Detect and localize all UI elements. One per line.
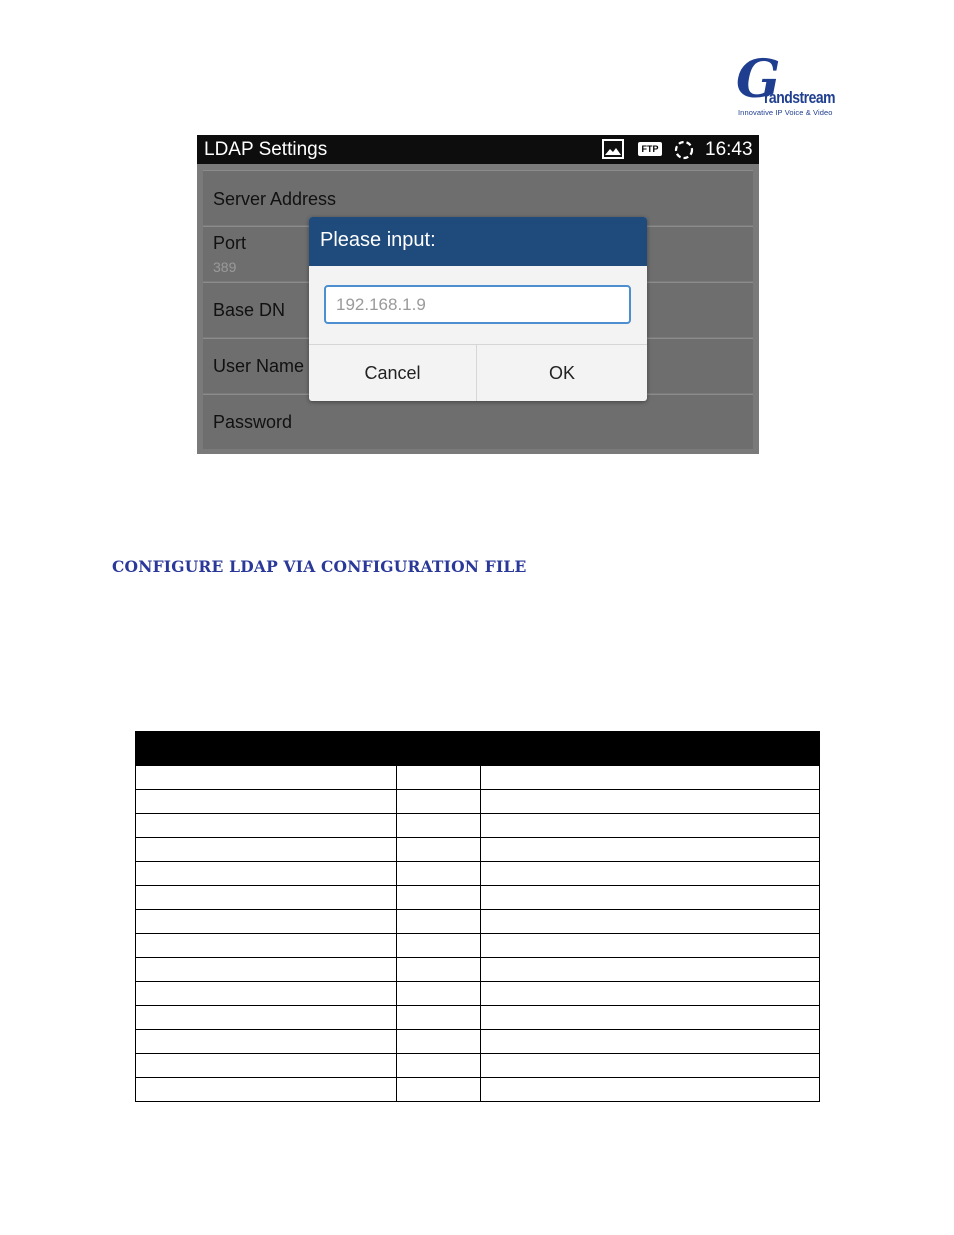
settings-item-value: 389: [213, 259, 237, 275]
section-heading: CONFIGURE LDAP VIA CONFIGURATION FILE: [112, 557, 527, 576]
table-cell: [136, 814, 397, 838]
table-cell: [136, 910, 397, 934]
table-cell: [397, 934, 481, 958]
ftp-icon: FTP: [638, 142, 662, 156]
table-cell: [481, 886, 820, 910]
table-cell: [481, 958, 820, 982]
config-table: [135, 731, 820, 1102]
table-cell: [481, 1006, 820, 1030]
table-cell: [481, 1078, 820, 1102]
table-header-row: [136, 732, 820, 766]
cancel-button[interactable]: Cancel: [309, 345, 477, 401]
table-row: [136, 766, 820, 790]
table-row: [136, 910, 820, 934]
table-cell: [397, 886, 481, 910]
input-dialog: [309, 217, 647, 401]
table-cell: [136, 790, 397, 814]
table-row: [136, 1006, 820, 1030]
table-cell: [397, 814, 481, 838]
table-cell: [397, 1030, 481, 1054]
dialog-header: [309, 217, 647, 266]
table-cell: [397, 766, 481, 790]
settings-item-label: Server Address: [213, 189, 337, 209]
settings-item-label: User Name: [213, 356, 305, 376]
table-cell: [397, 910, 481, 934]
table-cell: [136, 1030, 397, 1054]
clock: 16:43: [705, 139, 753, 160]
settings-item-password[interactable]: [203, 394, 753, 449]
dialog-input[interactable]: [324, 285, 631, 324]
table-cell: [136, 886, 397, 910]
table-header-cell: [136, 732, 397, 766]
sync-icon: [673, 139, 695, 166]
table-row: [136, 790, 820, 814]
table-cell: [397, 862, 481, 886]
table-cell: [481, 814, 820, 838]
screen-title: LDAP Settings: [204, 139, 328, 160]
table-row: [136, 934, 820, 958]
grandstream-logo: [736, 49, 836, 118]
logo-letter: G: [736, 49, 781, 110]
table-cell: [136, 838, 397, 862]
table-cell: [481, 838, 820, 862]
settings-item-label: Port: [213, 233, 247, 253]
table-cell: [136, 766, 397, 790]
phone-screenshot: [197, 135, 759, 454]
table-cell: [481, 790, 820, 814]
status-bar: [197, 135, 759, 164]
table-cell: [397, 1054, 481, 1078]
settings-item-label: Password: [213, 412, 293, 432]
ok-button[interactable]: OK: [478, 345, 646, 401]
table-row: [136, 1030, 820, 1054]
table-cell: [481, 862, 820, 886]
table-cell: [397, 1078, 481, 1102]
table-cell: [397, 982, 481, 1006]
table-header-cell: [397, 732, 481, 766]
dialog-title: Please input:: [320, 229, 436, 251]
table-cell: [481, 934, 820, 958]
dialog-buttons: [309, 344, 647, 401]
table-cell: [136, 1078, 397, 1102]
table-cell: [397, 1006, 481, 1030]
table-row: [136, 958, 820, 982]
table-row: [136, 982, 820, 1006]
table-cell: [136, 934, 397, 958]
table-cell: [397, 790, 481, 814]
table-row: [136, 838, 820, 862]
table-row: [136, 1078, 820, 1102]
table-header-cell: [481, 732, 820, 766]
table-cell: [481, 1030, 820, 1054]
table-cell: [481, 910, 820, 934]
table-cell: [397, 838, 481, 862]
settings-item-label: Base DN: [213, 300, 286, 320]
logo-wordmark: randstream: [764, 88, 836, 107]
table-row: [136, 814, 820, 838]
table-cell: [481, 766, 820, 790]
table-cell: [481, 1054, 820, 1078]
table-cell: [136, 1006, 397, 1030]
table-cell: [136, 982, 397, 1006]
table-cell: [481, 982, 820, 1006]
table-row: [136, 1054, 820, 1078]
table-cell: [136, 862, 397, 886]
image-notification-icon: [602, 139, 624, 159]
table-row: [136, 862, 820, 886]
logo-tagline: Innovative IP Voice & Video: [738, 108, 833, 117]
table-cell: [136, 958, 397, 982]
table-row: [136, 886, 820, 910]
table-cell: [136, 1054, 397, 1078]
table-cell: [397, 958, 481, 982]
